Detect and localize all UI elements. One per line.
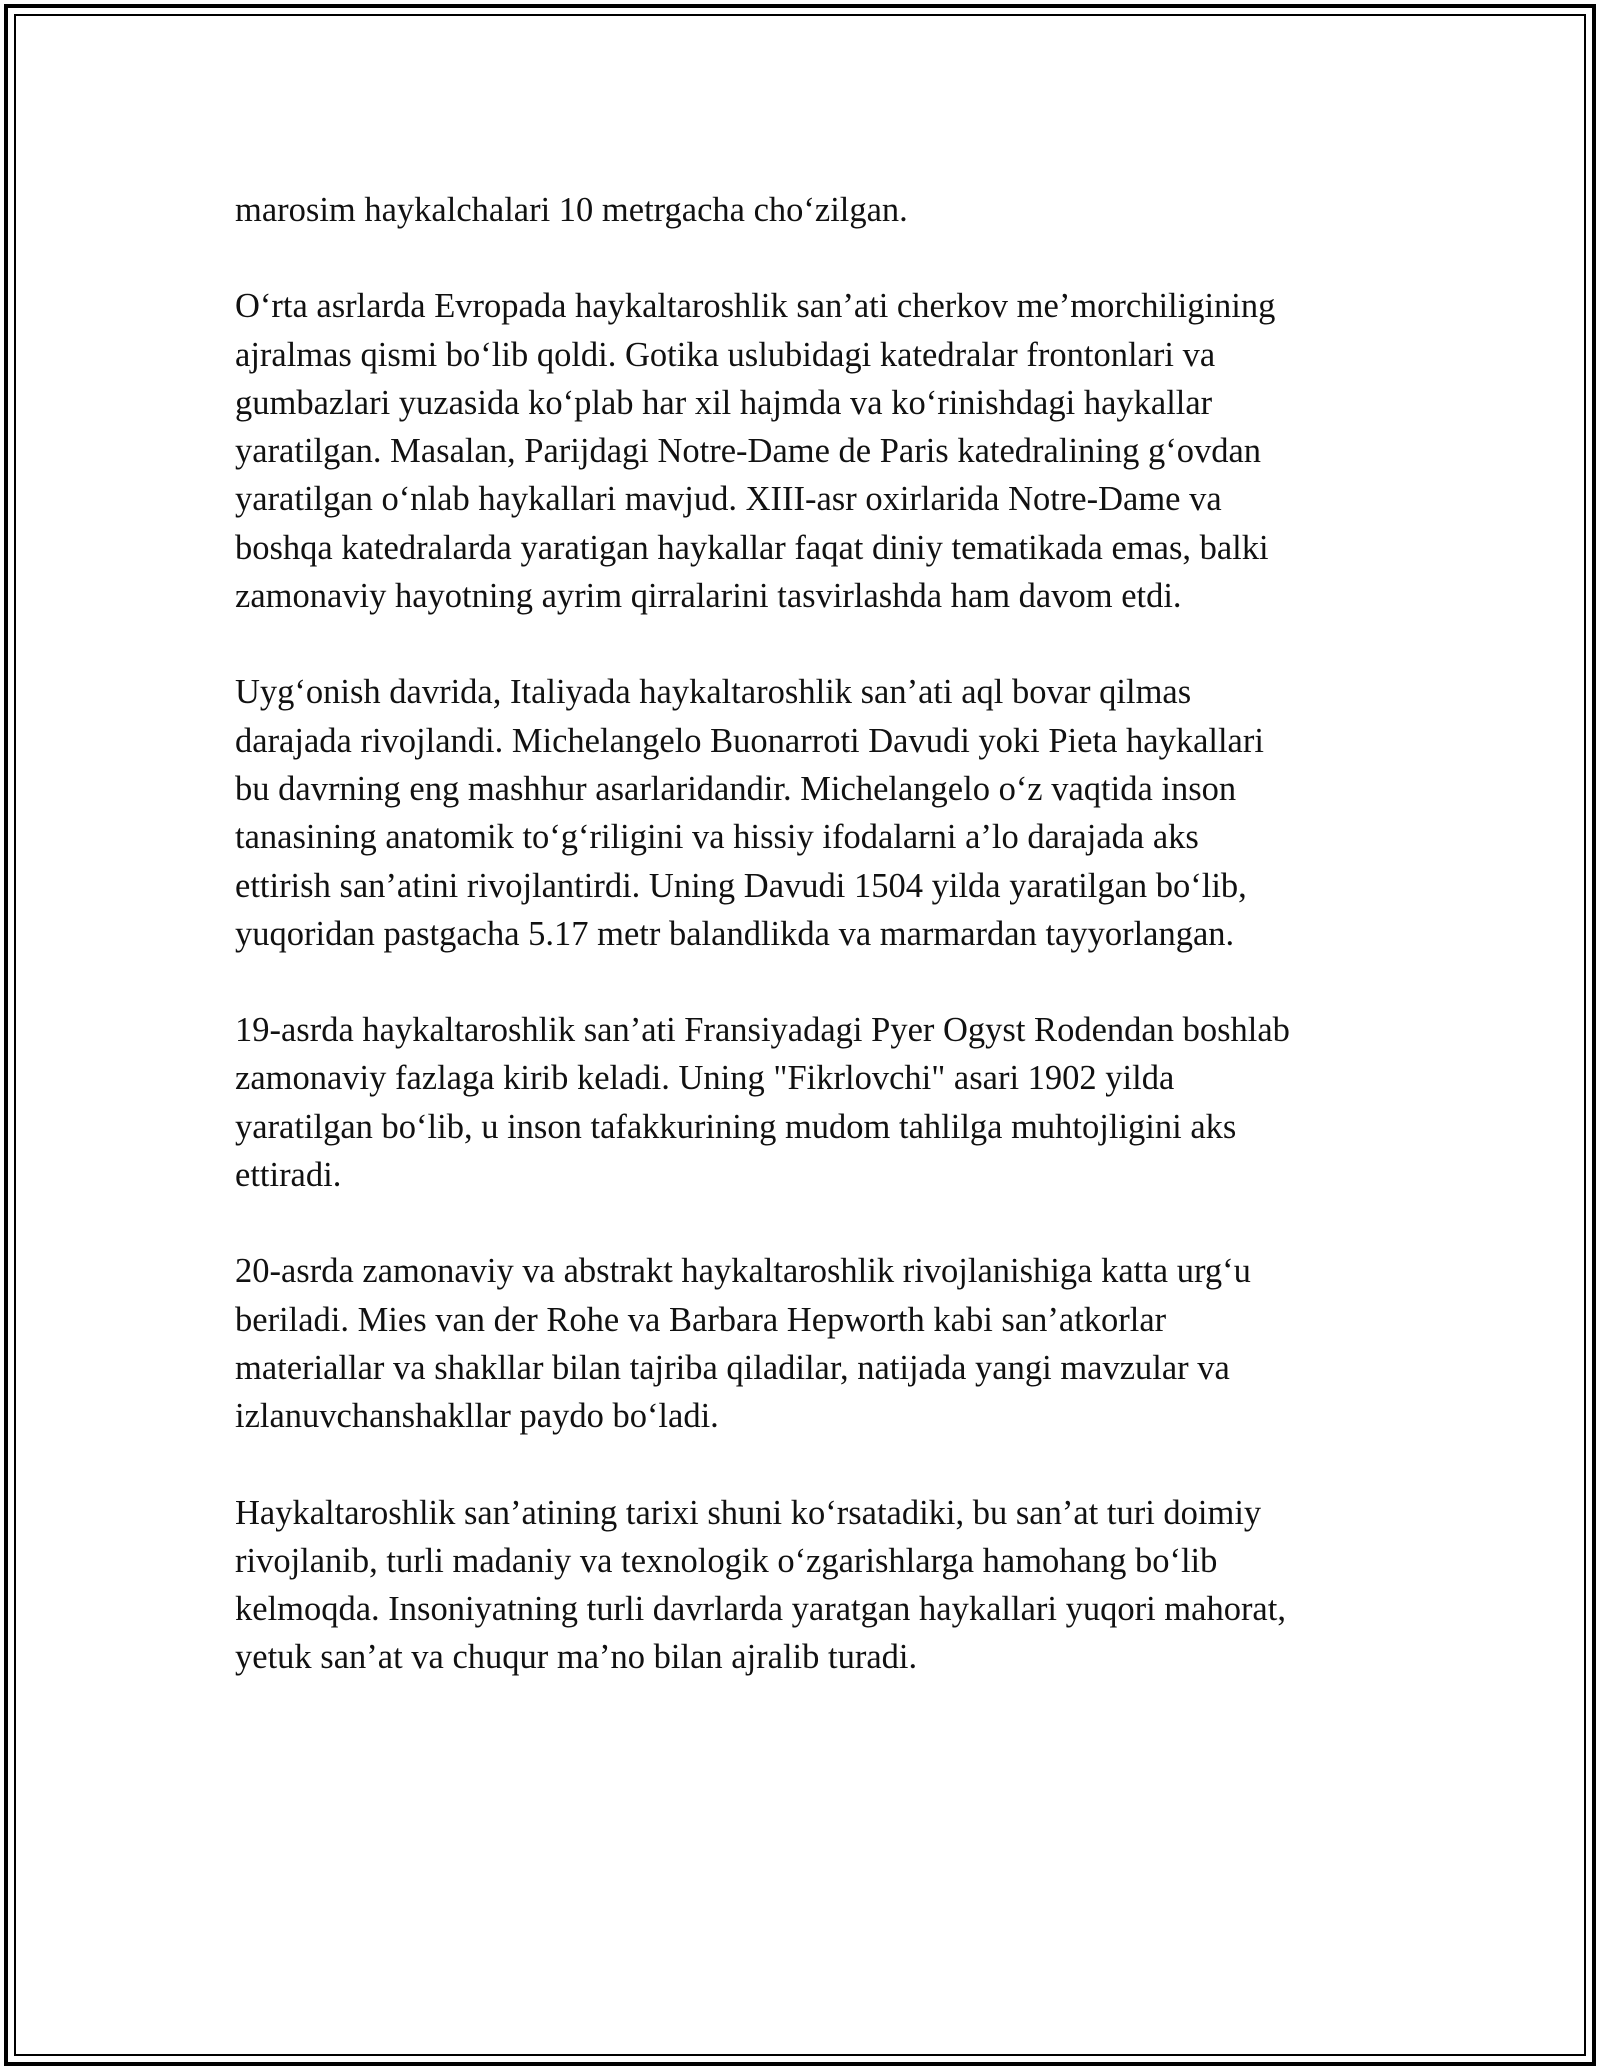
text-line: bu davrning eng mashhur asarlaridandir. Michelangelo o‘z vaqtida inson: [235, 769, 1237, 808]
text-line: ettiradi.: [235, 1156, 342, 1195]
text-line: ajralmas qismi bo‘lib qoldi. Gotika uslubidagi katedralar frontonlari va: [235, 335, 1216, 374]
paragraph-2: [235, 282, 1375, 620]
text-line: boshqa katedralarda yaratigan haykallar faqat diniy tematikada emas, balki: [235, 528, 1269, 567]
text-line: beriladi. Mies van der Rohe va Barbara Hepworth kabi san’atkorlar: [235, 1300, 1167, 1339]
text-line: gumbazlari yuzasida ko‘plab har xil hajmda va ko‘rinishdagi haykallar: [235, 383, 1213, 422]
text-line: kelmoqda. Insoniyatning turli davrlarda yaratgan haykallari yuqori mahorat,: [235, 1590, 1286, 1629]
text-line: yetuk san’at va chuqur ma’no bilan ajralib turadi.: [235, 1638, 918, 1677]
text-line: darajada rivojlandi. Michelangelo Buonarroti Davudi yoki Pieta haykallari: [235, 721, 1264, 760]
text-line: marosim haykalchalari 10 metrgacha cho‘zilgan.: [235, 191, 908, 229]
text-line: materiallar va shakllar bilan tajriba qiladilar, natijada yangi mavzular va: [235, 1348, 1230, 1387]
paragraph-5: [235, 1247, 1375, 1440]
text-line: yuqoridan pastgacha 5.17 metr balandlikda va marmardan tayyorlangan.: [235, 914, 1235, 953]
text-line: 19-asrda haykaltaroshlik san’ati Fransiyadagi Pyer Ogyst Rodendan boshlab: [235, 1011, 1290, 1050]
text-line: Uyg‘onish davrida, Italiyada haykaltaroshlik san’ati aql bovar qilmas: [235, 673, 1192, 712]
text-line: 20-asrda zamonaviy va abstrakt haykaltaroshlik rivojlanishiga katta urg‘u: [235, 1252, 1251, 1291]
paragraph-6: [235, 1489, 1375, 1682]
text-line: zamonaviy fazlaga kirib keladi. Uning "Fikrlovchi" asari 1902 yilda: [235, 1059, 1175, 1098]
text-line: zamonaviy hayotning ayrim qirralarini tasvirlashda ham davom etdi.: [235, 577, 1182, 616]
text-line: izlanuvchanshakllar paydo bo‘ladi.: [235, 1397, 719, 1436]
text-line: yaratilgan o‘nlab haykallari mavjud. XIII-asr oxirlarida Notre-Dame va: [235, 480, 1222, 519]
text-line: Haykaltaroshlik san’atining tarixi shuni ko‘rsatadiki, bu san’at turi doimiy: [235, 1493, 1262, 1532]
paragraph-3: [235, 668, 1375, 958]
text-line: ettirish san’atini rivojlantirdi. Uning Davudi 1504 yilda yaratilgan bo‘lib,: [235, 866, 1247, 905]
text-line: yaratilgan. Masalan, Parijdagi Notre-Dame de Paris katedralining g‘ovdan: [235, 432, 1262, 471]
text-line: tanasining anatomik to‘g‘riligini va hissiy ifodalarni a’lo darajada aks: [235, 818, 1199, 857]
document-body: [235, 186, 1375, 1730]
paragraph-1: [235, 186, 1375, 234]
text-line: yaratilgan bo‘lib, u inson tafakkurining mudom tahlilga muhtojligini aks: [235, 1107, 1237, 1146]
text-line: rivojlanib, turli madaniy va texnologik o‘zgarishlarga hamohang bo‘lib: [235, 1541, 1218, 1580]
text-line: O‘rta asrlarda Evropada haykaltaroshlik san’ati cherkov me’morchiligining: [235, 287, 1276, 326]
paragraph-4: [235, 1006, 1375, 1199]
